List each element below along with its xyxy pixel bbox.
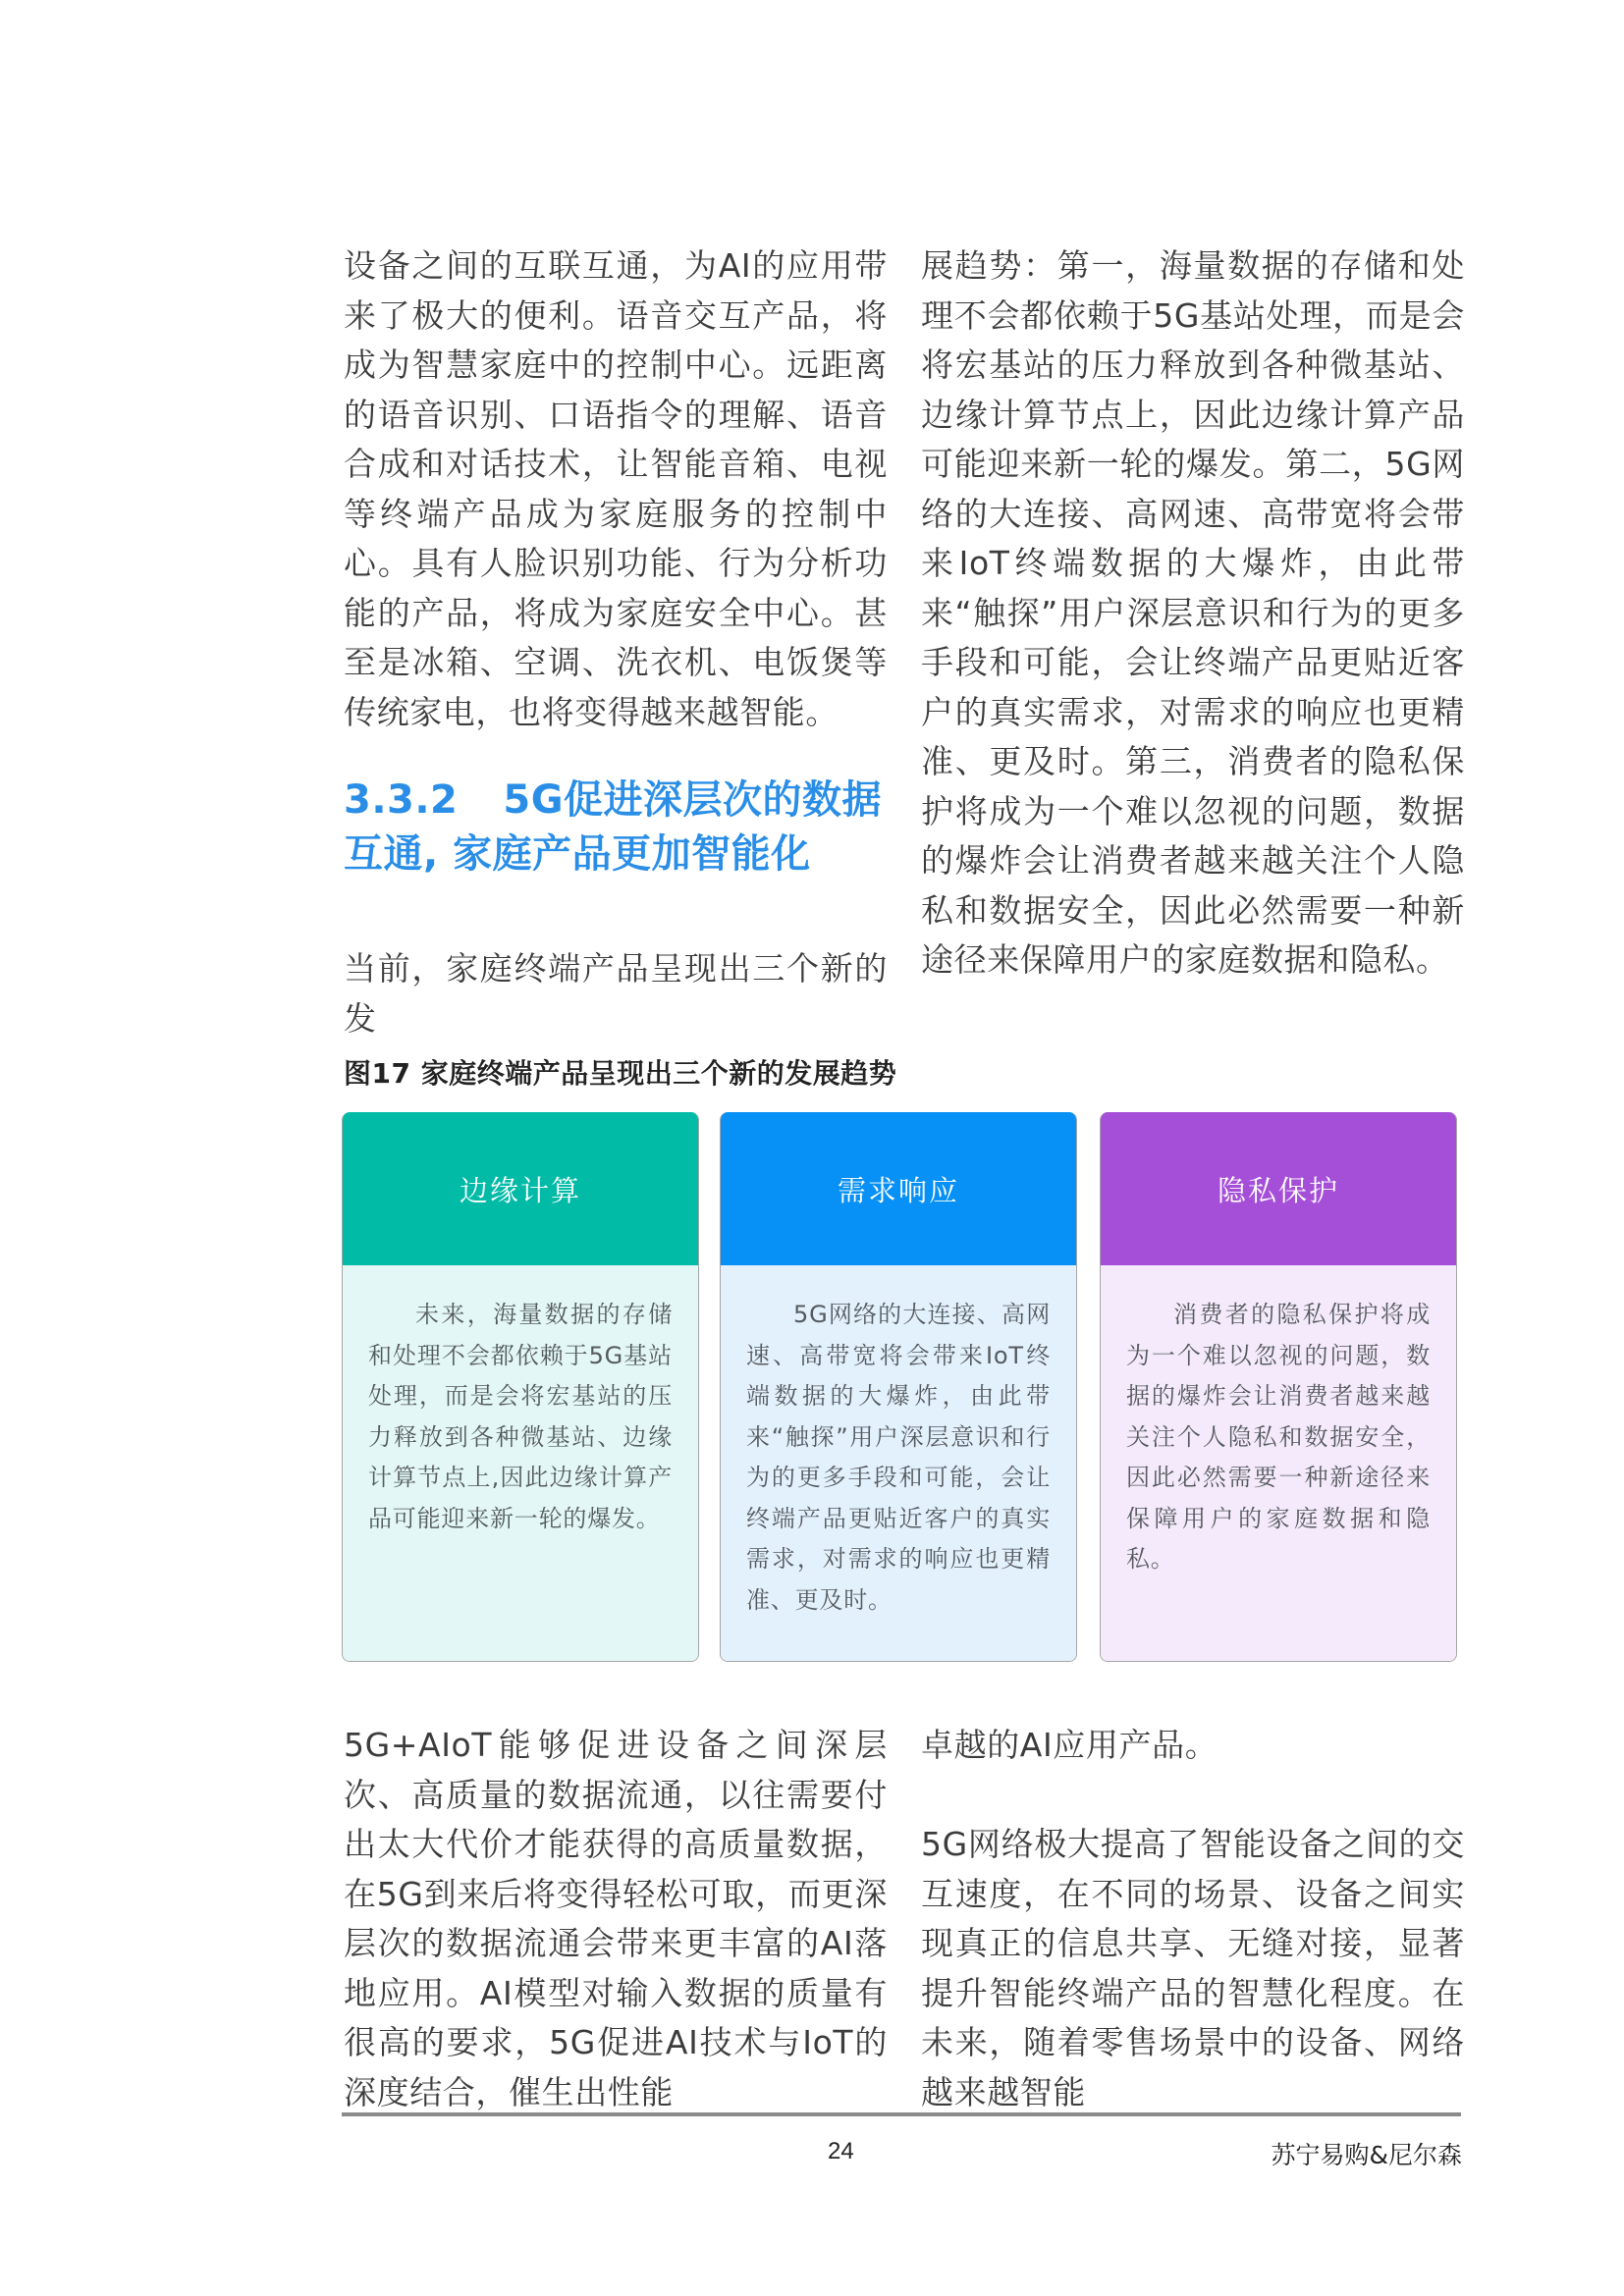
paragraph-text: 5G网络极大提高了智能设备之间的交互速度，在不同的场景、设备之间实现真正的信息共享、无缝对接，显著提升智能终端产品的智慧化程度。在未来，随着零售场景中的设备、网络越来越智能	[921, 1825, 1465, 2111]
card-body: 未来，海量数据的存储和处理不会都依赖于5G基站处理，而是会将宏基站的压力释放到各种微基站、边缘计算节点上,因此边缘计算产品可能迎来新一轮的爆发。	[343, 1265, 698, 1662]
body-paragraph-top-right	[921, 241, 1465, 986]
paragraph-text: 当前，家庭终端产品呈现出三个新的发	[344, 949, 888, 1038]
publisher-label: 苏宁易购&尼尔森	[1271, 2141, 1462, 2169]
card-header: 隐私保护	[1101, 1112, 1456, 1265]
card-header: 需求响应	[721, 1112, 1076, 1265]
body-paragraph-bottom-right-1	[921, 1721, 1465, 1771]
section-number: 3.3.2	[344, 777, 459, 823]
card-header: 边缘计算	[343, 1112, 698, 1265]
page-number: 24	[828, 2138, 854, 2164]
body-paragraph-intro	[344, 944, 888, 1043]
section-heading	[344, 774, 893, 881]
paragraph-text: 5G+AIoT能够促进设备之间深层次、高质量的数据流通，以往需要付出太大代价才能获得的高质量数据，在5G到来后将变得轻松可取，而更深层次的数据流通会带来更丰富的AI落地应用。AI模型对输入数据的质量有很高的要求，5G促进AI技术与IoT的深度结合，催生出性能	[344, 1726, 888, 2111]
body-paragraph-bottom-left	[344, 1721, 888, 2117]
trend-card-privacy-protection	[1100, 1112, 1457, 1662]
body-paragraph-top-left	[344, 241, 888, 737]
paragraph-text: 卓越的AI应用产品。	[921, 1726, 1218, 1764]
body-paragraph-bottom-right-2	[921, 1820, 1465, 2117]
card-body: 5G网络的大连接、高网速、高带宽将会带来IoT终端数据的大爆炸，由此带来“触探”用户深层意识和行为的更多手段和可能，会让终端产品更贴近客户的真实需求，对需求的响应也更精准、更及时。	[721, 1265, 1076, 1662]
section-title: 5G促进深层次的数据互通, 家庭产品更加智能化	[344, 777, 883, 877]
paragraph-text: 设备之间的互联互通，为AI的应用带来了极大的便利。语音交互产品，将成为智慧家庭中的控制中心。远距离的语音识别、口语指令的理解、语音合成和对话技术，让智能音箱、电视等终端产品成为家庭服务的控制中心。具有人脸识别功能、行为分析功能的产品，将成为家庭安全中心。甚至是冰箱、空调、洗衣机、电饭煲等传统家电，也将变得越来越智能。	[344, 246, 888, 731]
paragraph-text: 展趋势：第一，海量数据的存储和处理不会都依赖于5G基站处理，而是会将宏基站的压力释放到各种微基站、边缘计算节点上，因此边缘计算产品可能迎来新一轮的爆发。第二，5G网络的大连接、高网速、高带宽将会带来IoT终端数据的大爆炸，由此带来“触探”用户深层意识和行为的更多手段和可能，会让终端产品更贴近客户的真实需求，对需求的响应也更精准、更及时。第三，消费者的隐私保护将成为一个难以忽视的问题，数据的爆炸会让消费者越来越关注个人隐私和数据安全，因此必然需要一种新途径来保障用户的家庭数据和隐私。	[921, 246, 1465, 979]
footer-divider	[342, 2112, 1461, 2116]
figure-title: 图17 家庭终端产品呈现出三个新的发展趋势	[344, 1057, 897, 1090]
trend-card-edge-computing	[342, 1112, 699, 1662]
card-body: 消费者的隐私保护将成为一个难以忽视的问题，数据的爆炸会让消费者越来越关注个人隐私和数据安全，因此必然需要一种新途径来保障用户的家庭数据和隐私。	[1101, 1265, 1456, 1662]
trend-card-demand-response	[720, 1112, 1077, 1662]
